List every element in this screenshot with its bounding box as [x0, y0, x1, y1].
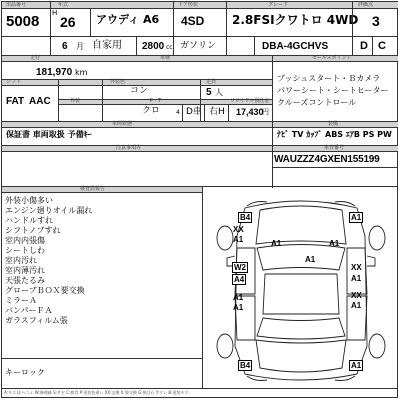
label-door: ドア形状	[178, 2, 198, 8]
equipment-line: ﾅﾋﾞ TV ｶｯﾌﾟ ABS ｴｱB PS PW	[277, 130, 392, 139]
label-shift: シフト	[6, 79, 22, 85]
sales-point-3: クルーズコントロール	[277, 98, 357, 107]
inspection-type: D車	[186, 107, 202, 117]
label-chassis: 車台番号	[324, 145, 345, 151]
label-condition: 車両状態	[112, 121, 133, 127]
inspection-note: 室内汚れ	[5, 256, 37, 265]
label-inspection-items: 検査員報告	[80, 186, 106, 192]
label-grade: グレード	[268, 2, 289, 8]
era-mark: H	[52, 9, 58, 17]
inspection-note: シートしわ	[5, 246, 45, 255]
month-unit: 月	[76, 42, 84, 51]
label-inspection: 車検	[160, 55, 171, 61]
shift-type: FAT	[6, 96, 25, 107]
damage-mark-rear-left-quarter: A1	[233, 303, 244, 312]
chassis-number: WAUZZZ4GXEN155199	[274, 154, 380, 165]
damage-mark-rear-bumper: B4	[240, 361, 251, 370]
model-code: DBA-4GCHVS	[262, 41, 329, 52]
label-score: 評価点	[358, 2, 374, 8]
damage-mark-rear-left-door: A1	[233, 293, 244, 302]
fuel-type: ガソリン	[180, 41, 217, 51]
overall-score: 3	[372, 13, 380, 29]
door-count: 4	[176, 109, 180, 116]
inspection-note: 外装小傷多い	[5, 196, 53, 205]
damage-mark-windshield: A1	[305, 255, 316, 264]
damage-mark-front-left-fender: XX	[233, 225, 244, 234]
label-color: 外装色	[110, 79, 126, 85]
inspection-note: グローブＢＯＸ要交換	[5, 286, 85, 295]
sales-point-1: プッシュスタート・Ｂカメラ	[277, 74, 381, 83]
label-lot-no: 出品番号	[6, 2, 27, 8]
label-recycle: リサイクル預託金	[230, 98, 270, 104]
ac-type: AAC	[29, 96, 51, 107]
inspection-note: 室内薄汚れ	[5, 266, 45, 275]
make-model: アウディ A6	[96, 13, 160, 26]
mileage: 181,970	[36, 67, 73, 78]
recycle-unit: 円	[262, 108, 269, 116]
keyless-note: キーロック	[5, 368, 45, 377]
recycle-fee: 17,430	[236, 107, 264, 117]
damage-mark-hood-right: A1	[329, 239, 340, 248]
damage-mark-front-right: A1	[351, 213, 362, 222]
inspection-note: ミラーＡ	[5, 296, 37, 305]
label-notes: 注意事項等	[116, 145, 142, 151]
month-value: 6	[62, 41, 68, 52]
displacement: 2800	[142, 41, 165, 52]
label-seats: 定員	[206, 79, 217, 85]
label-pt: P・T	[150, 98, 162, 104]
inspection-note: ハンドルすれ	[5, 216, 53, 225]
model-year: 26	[60, 14, 76, 30]
label-equipment: 装備	[328, 121, 339, 127]
label-year: 年式	[58, 2, 69, 8]
extras-line: 保証書 車両取扱 予備ｷｰ	[6, 130, 92, 139]
steering-position: 右H	[209, 107, 225, 117]
lot-number: 5008	[6, 13, 40, 30]
car-damage-diagram	[205, 196, 397, 386]
inspection-note: 室内内張傷	[5, 236, 45, 245]
sales-point-2: パワーシート・シートヒーター	[277, 86, 389, 95]
label-distance: 走行	[30, 55, 41, 61]
inspection-note: エンジン廻りオイル漏れ	[5, 206, 93, 215]
damage-mark-rear-right: A1	[351, 361, 362, 370]
usage-type: 自家用	[92, 40, 122, 51]
displacement-unit: cc	[166, 44, 173, 51]
inspection-note: シフトノブすれ	[5, 226, 61, 235]
footer-legend: A:キズ U:ヘコミ W:修理跡 S:サビ C:腐食 P:塗装色違い XX:交換 X:要交換 G:飛び石 Y:ワレ B:塗装キズ	[4, 390, 189, 395]
damage-mark-front-right-door-2: A1	[351, 274, 362, 283]
damage-mark-front-right-door: XX	[351, 263, 362, 272]
damage-mark-front-left-fender-2: A1	[233, 235, 244, 244]
damage-mark-front-bumper: B4	[240, 213, 251, 222]
exterior-score: C	[378, 40, 386, 52]
seats-value: 5	[206, 87, 212, 98]
inspection-note: バンパーＦＡ	[5, 306, 53, 315]
door-type: 4SD	[181, 14, 205, 28]
damage-mark-front-left-door-2: A4	[234, 275, 245, 284]
body-color: クロ	[142, 106, 161, 116]
grade-name: 2.8FSIクワトロ 4WD	[232, 13, 359, 27]
label-sales-points: セールスポイント	[312, 55, 352, 61]
interior-score: D	[360, 40, 368, 52]
damage-mark-rear-right-door: XX	[351, 291, 362, 300]
mileage-unit: km	[75, 68, 88, 77]
inspection-note: ガラスフィルム張	[5, 316, 68, 325]
inspection-note: 天張たるみ	[5, 276, 45, 285]
seats-unit: 人	[215, 88, 223, 97]
damage-mark-front-left-door: W2	[234, 263, 246, 272]
color-code: コン	[130, 86, 149, 96]
damage-mark-rear-right-quarter: A1	[351, 301, 362, 310]
damage-mark-hood: A1	[271, 239, 282, 248]
label-exterior: 外装	[70, 98, 81, 104]
